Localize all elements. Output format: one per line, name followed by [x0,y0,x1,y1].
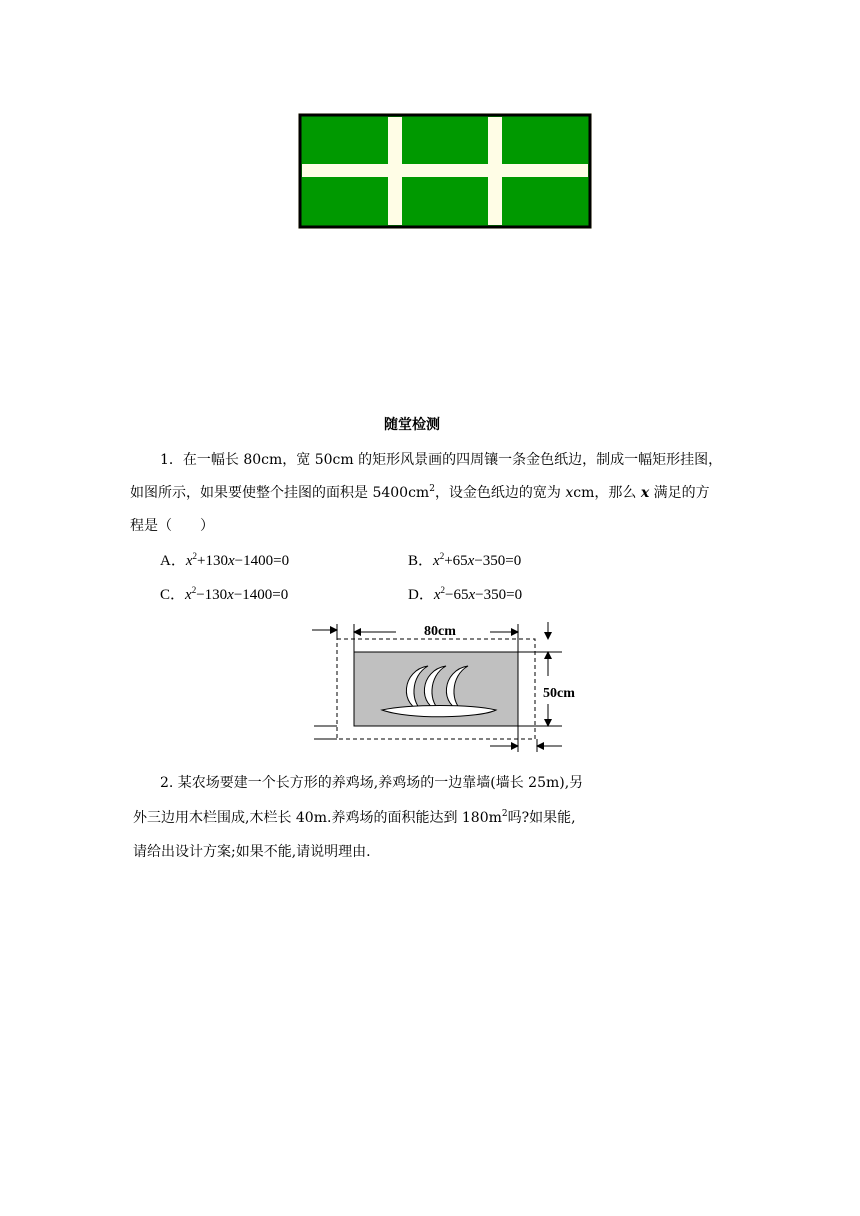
field-with-roads-figure [298,113,592,229]
q2-line-3: 请给出设计方案;如果不能,请说明理由. [133,844,371,860]
horizontal-road [302,164,588,177]
q1-option-d: D．$x^2-65x-350=0$ [408,585,523,603]
length-label: 80cm [424,624,456,639]
width-label: 50cm [543,686,575,701]
q1-line-2: 如图所示，如果要使整个挂图的面积是 $5400cm^2$，设金色纸边的宽为 xcm，那么 x 满足的方 [130,484,710,501]
q1-option-a: A．$x^2+130x-1400=0$ [160,551,290,569]
q2-line-2: 外三边用木栏围成,木栏长 40m.养鸡场的面积能达到 $180m^2$吗?如果能, [133,809,576,826]
q1-option-c: C．$x^2-130x-1400=0$ [160,585,289,603]
section-title: 随堂检测 [384,417,440,433]
q1-option-b: B．$x^2+65x-350=0$ [408,551,522,569]
q1-line-3: 程是（ ） [130,518,214,534]
q2-line-1: 2. 某农场要建一个长方形的养鸡场,养鸡场的一边靠墙(墙长 25m),另 [160,775,584,791]
q1-line-1: 1．在一幅长 80cm，宽 50cm 的矩形风景画的四周镶一条金色纸边，制成一幅矩形挂图， [160,452,723,468]
